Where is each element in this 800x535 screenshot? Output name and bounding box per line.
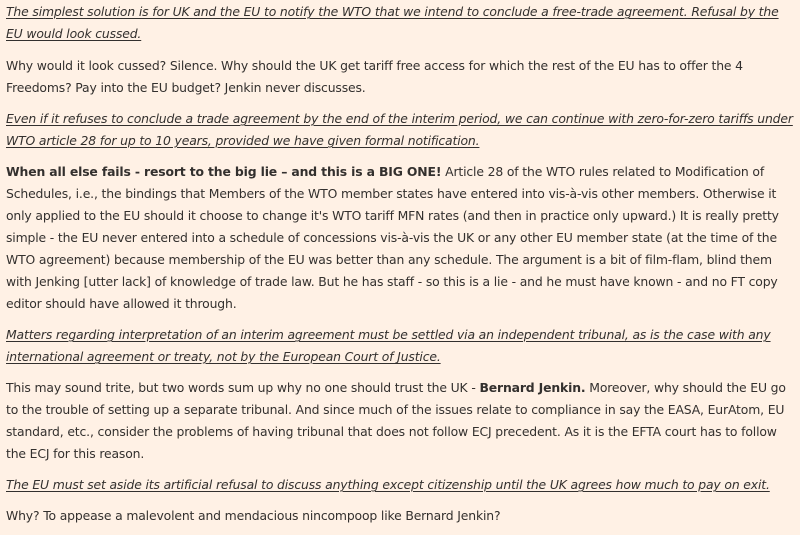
reply-paragraph: Why? To appease a malevolent and mendacious nincompoop like Bernard Jenkin? — [6, 508, 501, 523]
quoted-paragraph: The EU must set aside its artificial refusal to discuss anything except citizenship until the UK agrees how much to pay on exit. — [6, 477, 770, 492]
quoted-paragraph: Even if it refuses to conclude a trade agreement by the end of the interim period, we can continue with zero-for-zero tariffs under WTO article 28 for up to 10 years, provided we have given formal notification. — [6, 111, 793, 148]
reply-paragraph — [6, 161, 794, 315]
reply-text: Moreover, why should the EU go to the trouble of setting up a separate tribunal. And since much of the issues relate to compliance in say the EASA, EurAtom, EU standard, etc., consider the problems of having tribunal that does not follow ECJ precedent. As it is the EFTA court has to follow the ECJ for this reason. — [6, 380, 786, 461]
reply-text: This may sound trite, but two words sum up why no one should trust the UK - — [6, 380, 480, 395]
comment-body — [0, 1, 800, 527]
reply-paragraph: Why would it look cussed? Silence. Why should the UK get tariff free access for which the rest of the EU has to offer the 4 Freedoms? Pay into the EU budget? Jenkin never discusses. — [6, 58, 743, 95]
quoted-paragraph: Matters regarding interpretation of an interim agreement must be settled via an independent tribunal, as is the case with any international agreement or treaty, not by the European Court of Justice. — [6, 327, 771, 364]
reply-paragraph — [6, 377, 794, 465]
bold-lead-text: When all else fails - resort to the big lie – and this is a BIG ONE! — [6, 164, 442, 179]
reply-text: Article 28 of the WTO rules related to Modification of Schedules, i.e., the bindings that Members of the WTO member states have entered into vis-à-vis other members. Otherwise it only applied to the EU should it choose to change it's WTO tariff MFN rates (and then in practice only upward.) It is really pretty simple - the EU never entered into a schedule of concessions vis-à-vis the UK or any other EU member state (at the time of the WTO agreement) because membership of the EU was better than any schedule. The argument is a bit of film-flam, blind them with Jenking [utter lack] of knowledge of trade law. But he has staff - so this is a lie - and he must have known - and no FT copy editor should have allowed it through. — [6, 164, 779, 311]
quoted-paragraph: The simplest solution is for UK and the EU to notify the WTO that we intend to conclude a free-trade agreement. Refusal by the EU would look cussed. — [6, 4, 779, 41]
bold-name-text: Bernard Jenkin. — [479, 380, 586, 395]
